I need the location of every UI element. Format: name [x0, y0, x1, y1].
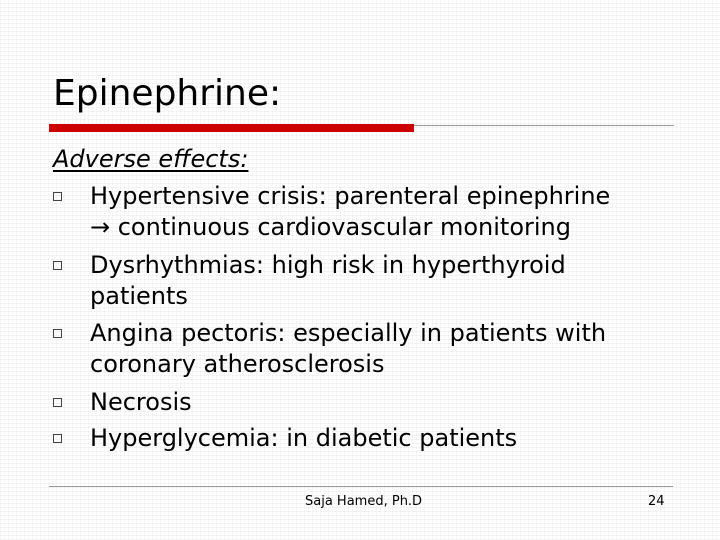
- footer-author: Saja Hamed, Ph.D: [305, 494, 423, 509]
- bullet-line: Hypertensive crisis: parenteral epinephrine: [90, 182, 611, 210]
- slide-title: Epinephrine:: [53, 73, 282, 114]
- bullet-line: Hyperglycemia: in diabetic patients: [90, 424, 518, 452]
- hollow-square-icon: [53, 398, 62, 407]
- bullet-line: coronary atherosclerosis: [90, 350, 385, 378]
- bullet-line: Angina pectoris: especially in patients with: [90, 319, 607, 347]
- hollow-square-icon: [53, 261, 62, 270]
- bullet-line: Necrosis: [90, 388, 192, 416]
- hollow-square-icon: [53, 192, 62, 201]
- title-divider-line: [414, 125, 674, 126]
- bullet-line: → continuous cardiovascular monitoring: [90, 213, 571, 241]
- bullet-line: patients: [90, 282, 188, 310]
- footer-divider-line: [49, 486, 673, 487]
- hollow-square-icon: [53, 329, 62, 338]
- section-subheading: Adverse effects:: [53, 145, 249, 173]
- hollow-square-icon: [53, 434, 62, 443]
- bullet-line: Dysrhythmias: high risk in hyperthyroid: [90, 251, 566, 279]
- footer-page-number: 24: [648, 494, 665, 509]
- title-accent-bar: [49, 124, 414, 132]
